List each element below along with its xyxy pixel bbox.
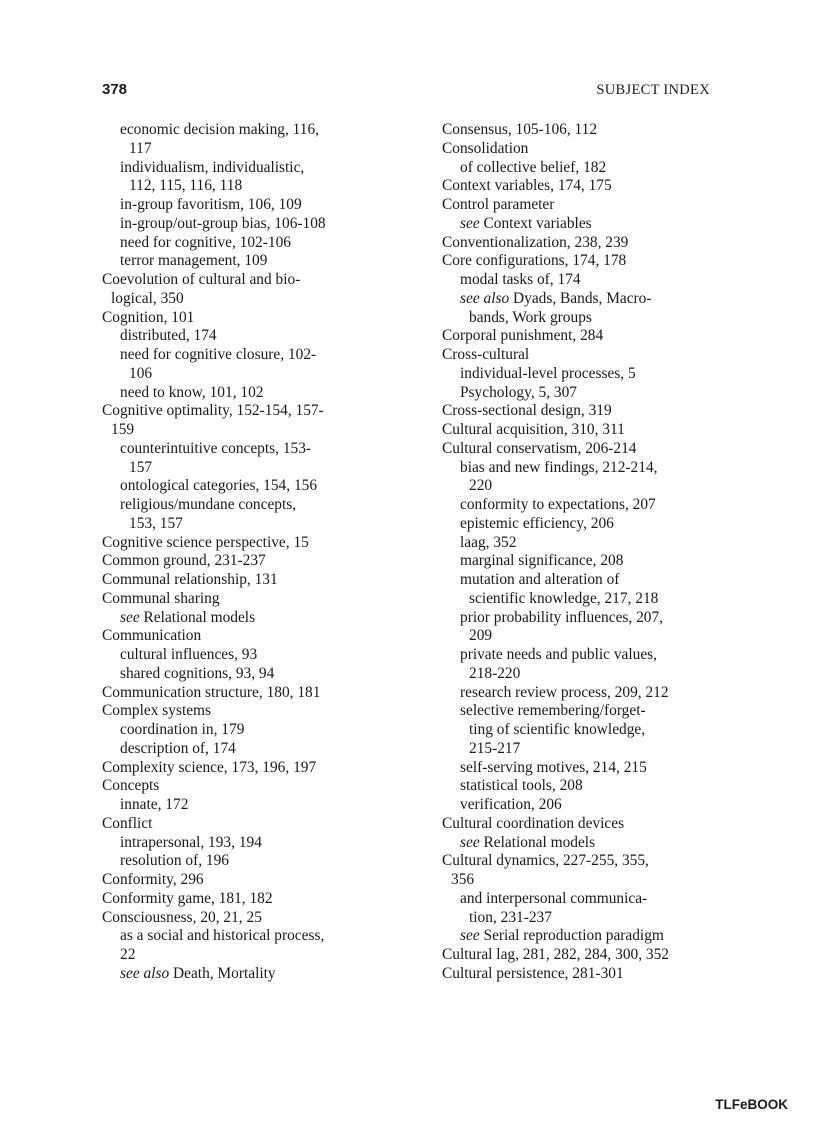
index-subentry	[442, 290, 732, 309]
index-entry	[442, 402, 732, 421]
index-subentry	[442, 627, 732, 646]
index-subentry	[442, 759, 732, 778]
index-entry-text: Common ground, 231-237	[102, 552, 266, 570]
index-entry-text: individual-level processes, 5	[460, 364, 636, 382]
index-entry	[442, 234, 732, 253]
index-entry	[442, 196, 732, 215]
index-subentry	[442, 796, 732, 815]
index-subentry	[442, 534, 732, 553]
index-entry-text: Psychology, 5, 307	[460, 383, 577, 401]
index-entry-text: Complexity science, 173, 196, 197	[102, 758, 317, 776]
index-subentry	[442, 609, 732, 628]
index-entry	[442, 140, 732, 159]
index-entry	[442, 965, 732, 984]
index-entry-text: innate, 172	[120, 796, 189, 813]
index-subentry	[102, 740, 402, 759]
index-entry	[442, 327, 732, 346]
index-subentry	[442, 309, 732, 328]
index-entry-text: 159	[111, 421, 135, 438]
index-subentry	[442, 571, 732, 590]
index-subentry	[442, 590, 732, 609]
index-entry-text: as a social and historical process,	[120, 927, 325, 945]
index-entry-text: Consciousness, 20, 21, 25	[102, 908, 262, 926]
index-entry-text: Cultural coordination devices	[442, 814, 625, 832]
index-entry-text: epistemic efficiency, 206	[460, 514, 614, 532]
index-subentry	[102, 121, 402, 140]
index-subentry	[442, 459, 732, 478]
index-entry	[102, 552, 402, 571]
index-subentry	[102, 234, 402, 253]
index-subentry	[102, 159, 402, 178]
index-subentry	[102, 459, 402, 478]
index-entry-text: Cultural acquisition, 310, 311	[442, 421, 625, 438]
index-subentry	[442, 702, 732, 721]
index-entry-text: 209	[469, 627, 493, 645]
index-entry-text: private needs and public values,	[460, 646, 658, 663]
index-subentry	[102, 215, 402, 234]
cross-reference-label: see	[460, 833, 480, 851]
index-entry-text: 22	[120, 946, 136, 963]
index-subentry	[442, 927, 732, 946]
index-entry-text: of collective belief, 182	[460, 158, 607, 176]
index-subentry	[442, 365, 732, 384]
index-entry	[102, 309, 402, 328]
index-entry-text: counterintuitive concepts, 153-	[120, 439, 312, 457]
index-subentry	[102, 721, 402, 740]
index-entry-text: Corporal punishment, 284	[442, 327, 604, 345]
index-subentry	[442, 515, 732, 534]
index-entry-text: 112, 115, 116, 118	[129, 177, 243, 195]
index-entry-text: selective remembering/forget-	[460, 702, 646, 720]
index-entry-text: Relational models	[483, 833, 596, 851]
index-subentry	[442, 777, 732, 796]
index-column-right	[442, 121, 732, 984]
index-entry-text: 117	[129, 139, 152, 157]
index-entry	[442, 121, 732, 140]
index-subentry	[102, 965, 402, 984]
index-entry-text: 153, 157	[129, 514, 183, 532]
index-subentry	[102, 496, 402, 515]
index-entry	[102, 271, 402, 290]
index-entry	[102, 871, 402, 890]
index-entry-text: Cognition, 101	[102, 308, 195, 326]
index-subentry	[102, 796, 402, 815]
index-entry-text: Cross-sectional design, 319	[442, 402, 612, 420]
index-entry-text: cultural influences, 93	[120, 646, 258, 663]
index-subentry	[102, 196, 402, 215]
index-subentry	[102, 609, 402, 628]
index-subentry	[442, 552, 732, 571]
index-subentry	[102, 927, 402, 946]
index-subentry	[102, 140, 402, 159]
index-entry	[442, 852, 732, 871]
index-entry-text: 220	[469, 477, 493, 495]
index-entry-text: bias and new findings, 212-214,	[460, 458, 658, 476]
index-subentry	[102, 384, 402, 403]
index-entry	[102, 759, 402, 778]
index-subentry	[442, 834, 732, 853]
index-subentry	[102, 834, 402, 853]
index-subentry	[442, 871, 732, 890]
index-subentry	[442, 384, 732, 403]
index-subentry	[442, 271, 732, 290]
index-entry-text: Complex systems	[102, 702, 212, 720]
index-subentry	[442, 665, 732, 684]
index-entry-text: Death, Mortality	[173, 964, 276, 982]
index-subentry	[442, 215, 732, 234]
index-subentry	[102, 290, 402, 309]
index-entry	[442, 421, 732, 440]
index-entry	[102, 571, 402, 590]
index-subentry	[102, 440, 402, 459]
index-subentry	[442, 477, 732, 496]
index-subentry	[102, 177, 402, 196]
index-subentry	[442, 646, 732, 665]
index-entry-text: self-serving motives, 214, 215	[460, 758, 647, 776]
index-entry-text: Serial reproduction paradigm	[483, 927, 664, 945]
cross-reference-label: see also	[460, 289, 510, 307]
index-entry-text: Relational models	[143, 608, 256, 626]
index-subentry	[102, 365, 402, 384]
index-entry-text: logical, 350	[111, 289, 184, 307]
index-entry-text: Communal relationship, 131	[102, 571, 278, 588]
index-entry-text: 356	[451, 871, 475, 888]
index-entry-text: need for cognitive, 102-106	[120, 233, 291, 251]
index-entry	[442, 440, 732, 459]
index-entry-text: 157	[129, 458, 153, 476]
index-entry-text: verification, 206	[460, 796, 562, 813]
index-entry-text: Conformity game, 181, 182	[102, 889, 273, 907]
index-entry-text: prior probability influences, 207,	[460, 608, 664, 626]
index-entry-text: Cognitive optimality, 152-154, 157-	[102, 402, 324, 420]
index-subentry	[102, 327, 402, 346]
index-subentry	[102, 946, 402, 965]
index-entry-text: shared cognitions, 93, 94	[120, 664, 275, 682]
index-entry-text: Dyads, Bands, Macro-	[513, 289, 652, 307]
index-subentry	[442, 909, 732, 928]
index-entry-text: mutation and alteration of	[460, 571, 620, 588]
index-subentry	[102, 646, 402, 665]
index-subentry	[442, 684, 732, 703]
index-entry-text: economic decision making, 116,	[120, 121, 320, 138]
index-subentry	[442, 721, 732, 740]
index-entry-text: terror management, 109	[120, 252, 268, 270]
index-entry	[102, 890, 402, 909]
index-entry-text: marginal significance, 208	[460, 552, 624, 570]
index-entry-text: Cultural lag, 281, 282, 284, 300, 352	[442, 946, 669, 963]
index-subentry	[442, 740, 732, 759]
index-entry-text: Cultural dynamics, 227-255, 355,	[442, 852, 649, 870]
cross-reference-label: see	[460, 214, 480, 232]
index-entry-text: Context variables, 174, 175	[442, 177, 612, 195]
index-entry-text: religious/mundane concepts,	[120, 496, 297, 513]
index-entry-text: Cognitive science perspective, 15	[102, 533, 309, 551]
index-entry-text: Coevolution of cultural and bio-	[102, 271, 301, 288]
index-entry	[102, 815, 402, 834]
index-entry	[102, 702, 402, 721]
cross-reference-label: see also	[120, 964, 170, 982]
index-entry	[102, 627, 402, 646]
index-entry	[102, 909, 402, 928]
index-entry-text: intrapersonal, 193, 194	[120, 833, 262, 851]
index-entry-text: Cultural persistence, 281-301	[442, 964, 624, 982]
index-subentry	[102, 252, 402, 271]
index-subentry	[102, 346, 402, 365]
index-entry-text: statistical tools, 208	[460, 777, 583, 795]
index-entry	[102, 402, 402, 421]
index-entry-text: Consensus, 105-106, 112	[442, 121, 598, 138]
index-subentry	[102, 421, 402, 440]
index-subentry	[102, 477, 402, 496]
footer-watermark: TLFeBOOK	[715, 1097, 788, 1112]
index-entry	[442, 346, 732, 365]
cross-reference-label: see	[120, 608, 140, 626]
index-entry-text: Core configurations, 174, 178	[442, 252, 627, 270]
index-entry-text: description of, 174	[120, 739, 236, 757]
index-entry-text: Conventionalization, 238, 239	[442, 233, 629, 251]
index-subentry	[442, 159, 732, 178]
index-entry-text: in-group/out-group bias, 106-108	[120, 214, 326, 232]
index-column-left	[102, 121, 402, 984]
index-entry	[442, 946, 732, 965]
index-subentry	[102, 852, 402, 871]
index-entry-text: modal tasks of, 174	[460, 271, 581, 288]
index-entry	[102, 534, 402, 553]
index-entry-text: Consolidation	[442, 139, 529, 157]
index-entry-text: Communal sharing	[102, 589, 220, 607]
index-entry-text: tion, 231-237	[469, 908, 552, 926]
index-entry-text: resolution of, 196	[120, 852, 230, 870]
index-entry-text: need for cognitive closure, 102-	[120, 346, 317, 363]
index-entry	[102, 684, 402, 703]
index-entry-text: and interpersonal communica-	[460, 889, 648, 907]
index-entry-text: need to know, 101, 102	[120, 383, 264, 401]
index-subentry	[442, 496, 732, 515]
index-entry-text: Communication	[102, 627, 202, 645]
index-entry-text: Cross-cultural	[442, 346, 530, 363]
index-entry-text: Conformity, 296	[102, 871, 204, 888]
index-entry-text: Concepts	[102, 777, 160, 795]
index-entry-text: conformity to expectations, 207	[460, 496, 656, 513]
index-entry-text: 215-217	[469, 739, 521, 757]
index-entry-text: Communication structure, 180, 181	[102, 683, 321, 701]
cross-reference-label: see	[460, 927, 480, 945]
index-entry-text: bands, Work groups	[469, 308, 592, 326]
index-entry-text: 218-220	[469, 664, 521, 682]
running-head: SUBJECT INDEX	[596, 82, 710, 98]
index-entry-text: coordination in, 179	[120, 721, 245, 738]
index-entry-text: ting of scientific knowledge,	[469, 721, 646, 738]
index-subentry	[102, 665, 402, 684]
index-entry-text: Conflict	[102, 814, 153, 832]
index-entry	[102, 590, 402, 609]
index-entry-text: laag, 352	[460, 533, 517, 551]
index-entry	[102, 777, 402, 796]
index-entry-text: in-group favoritism, 106, 109	[120, 196, 302, 213]
index-entry-text: research review process, 209, 212	[460, 683, 669, 701]
index-entry	[442, 252, 732, 271]
index-entry	[442, 177, 732, 196]
index-entry-text: Context variables	[483, 214, 592, 232]
index-entry-text: ontological categories, 154, 156	[120, 477, 318, 495]
index-subentry	[102, 515, 402, 534]
index-entry-text: 106	[129, 364, 153, 382]
index-entry-text: scientific knowledge, 217, 218	[469, 589, 659, 607]
page-number: 378	[102, 81, 128, 98]
index-entry	[442, 815, 732, 834]
index-entry-text: Control parameter	[442, 196, 555, 213]
index-entry-text: distributed, 174	[120, 327, 217, 345]
index-entry-text: Cultural conservatism, 206-214	[442, 439, 637, 457]
index-entry-text: individualism, individualistic,	[120, 158, 305, 176]
index-subentry	[442, 890, 732, 909]
